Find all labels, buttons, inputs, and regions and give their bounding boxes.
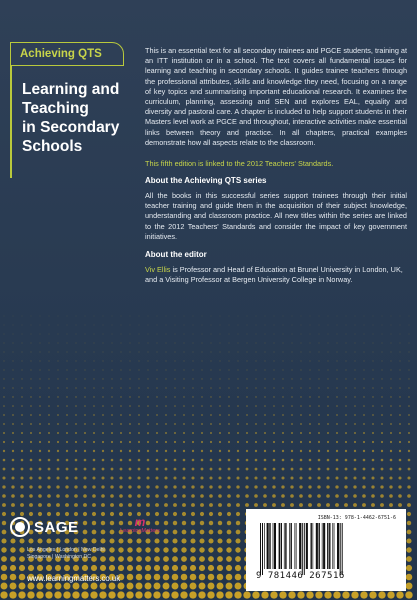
- book-title: [22, 80, 134, 156]
- isbn-label: ISBN-13: 978-1-4462-6751-6: [317, 515, 396, 521]
- editor-bio: is Professor and Head of Education at Brunel University in London, UK, and a Visiting Professor at Bergen University College in Norway.: [145, 265, 403, 285]
- editor-heading: About the editor: [145, 250, 207, 260]
- series-name: Achieving QTS: [10, 42, 124, 66]
- editor-text: [145, 265, 407, 285]
- sage-wordmark: SAGE: [34, 518, 79, 536]
- publisher-website: www.learningmatters.co.uk: [27, 574, 121, 583]
- description-column: [145, 46, 407, 285]
- editor-name: Viv Ellis: [145, 265, 171, 275]
- barcode-box: [246, 509, 406, 591]
- edition-note: This fifth edition is linked to the 2012 Teachers' Standards.: [145, 159, 334, 169]
- left-panel: [0, 0, 135, 600]
- series-text: All the books in this successful series support trainees through their initial teacher training and guide them in the acquisition of their subject knowledge, understanding and classroom practice. All new titles within the series are linked to the 2012 Teachers' Standards and consider the impact of key government initiatives.: [145, 191, 407, 241]
- barcode-bars: [256, 523, 396, 575]
- learning-matters-logo: [120, 516, 160, 546]
- title-line: Schools: [22, 138, 83, 155]
- title-line: Teaching: [22, 100, 89, 117]
- series-heading: About the Achieving QTS series: [145, 176, 267, 186]
- sage-ring-icon: [10, 517, 30, 537]
- title-line: Learning and: [22, 81, 120, 98]
- learning-matters-wordmark: LearningMatters: [120, 528, 160, 534]
- accent-rule: [10, 66, 12, 178]
- publisher-cities: Los Angeles | London | New Delhi Singapore | Washington DC: [27, 547, 105, 560]
- title-line: in Secondary: [22, 119, 120, 136]
- sage-logo: [10, 513, 120, 541]
- blurb: This is an essential text for all secondary trainees and PGCE students, training at an ITT institution or in a school. The text covers all fundamental issues for learning and teaching in secondary schools. It guides trainee teachers through the professional attributes, skills and knowledge they need, focusing on a range of key topics and summarising important educational research. It examines the curriculum, planning, assessing and SEN and explores EAL, equality and diversity and pastoral care. A chapter is included to help support students in their Masters level work at PGCE and throughout, interactive activities make essential links between theory and practice. In all chapters, practical examples demonstrate how all aspects relate to the classroom.: [145, 46, 408, 147]
- learning-matters-icon: m: [134, 515, 146, 529]
- barcode-digits: 9 781446 267516: [256, 571, 345, 581]
